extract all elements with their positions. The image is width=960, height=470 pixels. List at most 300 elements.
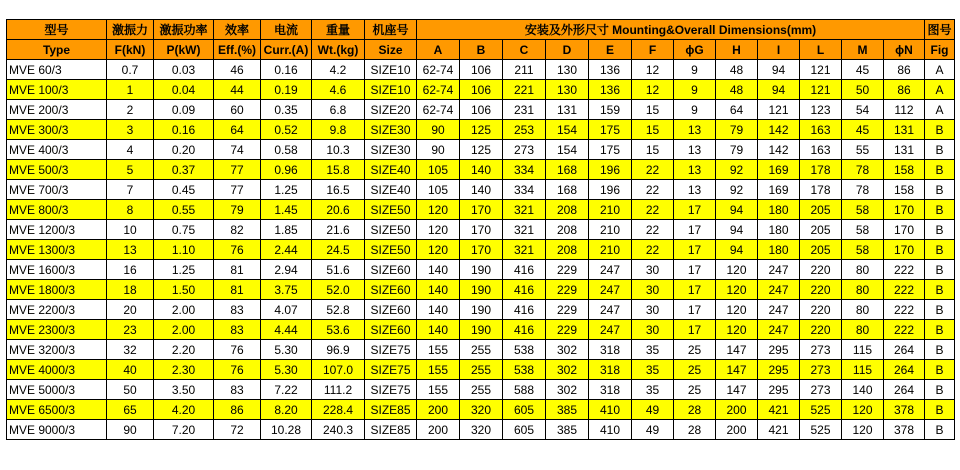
table-cell: B xyxy=(925,280,955,300)
table-header xyxy=(7,20,955,60)
table-cell: 169 xyxy=(758,160,800,180)
table-cell: 1.25 xyxy=(154,260,214,280)
table-cell: 222 xyxy=(884,280,925,300)
table-cell: 221 xyxy=(503,80,546,100)
table-cell: 79 xyxy=(716,120,758,140)
table-cell: 208 xyxy=(546,220,589,240)
table-cell: 50 xyxy=(842,80,884,100)
table-cell: 196 xyxy=(589,160,632,180)
table-cell: 229 xyxy=(546,260,589,280)
table-cell: 140 xyxy=(460,160,503,180)
table-cell: B xyxy=(925,320,955,340)
model-type-cell: MVE 9000/3 xyxy=(7,420,107,440)
table-cell: 17 xyxy=(674,240,716,260)
table-cell: 4.6 xyxy=(312,80,365,100)
table-cell: 78 xyxy=(842,180,884,200)
table-cell: A xyxy=(925,100,955,120)
table-cell: 90 xyxy=(417,140,460,160)
table-cell: 7.20 xyxy=(154,420,214,440)
table-cell: 220 xyxy=(800,320,842,340)
table-cell: B xyxy=(925,360,955,380)
table-cell: 58 xyxy=(842,220,884,240)
table-cell: 247 xyxy=(758,300,800,320)
table-cell: 264 xyxy=(884,360,925,380)
table-cell: B xyxy=(925,120,955,140)
table-cell: 180 xyxy=(758,240,800,260)
header-col: H xyxy=(716,40,758,60)
table-cell: 123 xyxy=(800,100,842,120)
table-cell: 62-74 xyxy=(417,100,460,120)
table-body xyxy=(7,60,955,440)
table-cell: B xyxy=(925,220,955,240)
table-cell: SIZE85 xyxy=(365,420,417,440)
table-cell: SIZE50 xyxy=(365,200,417,220)
table-cell: 170 xyxy=(884,240,925,260)
header-col: L xyxy=(800,40,842,60)
table-cell: 115 xyxy=(842,340,884,360)
table-cell: 120 xyxy=(417,200,460,220)
table-cell: 81 xyxy=(214,260,261,280)
table-cell: 2.94 xyxy=(261,260,312,280)
header-col: Wt.(kg) xyxy=(312,40,365,60)
table-row xyxy=(7,320,955,340)
table-cell: 140 xyxy=(417,300,460,320)
model-type-cell: MVE 5000/3 xyxy=(7,380,107,400)
table-cell: 120 xyxy=(716,260,758,280)
table-cell: 416 xyxy=(503,320,546,340)
table-cell: 105 xyxy=(417,160,460,180)
table-cell: 25 xyxy=(674,340,716,360)
table-cell: 131 xyxy=(884,140,925,160)
table-cell: SIZE30 xyxy=(365,140,417,160)
table-cell: A xyxy=(925,80,955,100)
table-row xyxy=(7,180,955,200)
table-cell: 76 xyxy=(214,340,261,360)
table-cell: 147 xyxy=(716,340,758,360)
table-cell: 9 xyxy=(674,100,716,120)
table-cell: SIZE60 xyxy=(365,320,417,340)
table-cell: 155 xyxy=(417,380,460,400)
table-cell: 60 xyxy=(214,100,261,120)
table-cell: 9 xyxy=(674,60,716,80)
header-col: E xyxy=(589,40,632,60)
table-cell: 318 xyxy=(589,340,632,360)
table-cell: 140 xyxy=(842,380,884,400)
table-cell: 107.0 xyxy=(312,360,365,380)
table-cell: B xyxy=(925,380,955,400)
table-cell: 255 xyxy=(460,340,503,360)
table-cell: 10.3 xyxy=(312,140,365,160)
table-cell: 200 xyxy=(417,400,460,420)
table-cell: 253 xyxy=(503,120,546,140)
table-cell: 200 xyxy=(716,400,758,420)
table-row xyxy=(7,300,955,320)
table-cell: 44 xyxy=(214,80,261,100)
table-cell: 17 xyxy=(674,280,716,300)
table-row xyxy=(7,240,955,260)
model-type-cell: MVE 2200/3 xyxy=(7,300,107,320)
table-cell: 96.9 xyxy=(312,340,365,360)
table-cell: 180 xyxy=(758,200,800,220)
table-cell: 0.09 xyxy=(154,100,214,120)
table-cell: 48 xyxy=(716,60,758,80)
table-cell: 169 xyxy=(758,180,800,200)
table-cell: 81 xyxy=(214,280,261,300)
table-cell: 24.5 xyxy=(312,240,365,260)
table-cell: 125 xyxy=(460,140,503,160)
table-cell: 22 xyxy=(632,240,674,260)
table-cell: SIZE20 xyxy=(365,100,417,120)
table-cell: B xyxy=(925,180,955,200)
table-cell: 62-74 xyxy=(417,60,460,80)
table-cell: SIZE60 xyxy=(365,280,417,300)
header-size-cn: 机座号 xyxy=(365,20,417,40)
table-cell: 45 xyxy=(842,60,884,80)
table-cell: 0.35 xyxy=(261,100,312,120)
table-cell: 120 xyxy=(716,300,758,320)
table-cell: 131 xyxy=(546,100,589,120)
table-cell: 295 xyxy=(758,380,800,400)
table-cell: 131 xyxy=(884,120,925,140)
table-cell: 28 xyxy=(674,400,716,420)
table-cell: 72 xyxy=(214,420,261,440)
table-cell: 155 xyxy=(417,360,460,380)
table-cell: 421 xyxy=(758,420,800,440)
table-cell: 92 xyxy=(716,180,758,200)
table-cell: 13 xyxy=(107,240,154,260)
table-cell: 52.8 xyxy=(312,300,365,320)
table-cell: 155 xyxy=(417,340,460,360)
table-cell: 15.8 xyxy=(312,160,365,180)
table-cell: 147 xyxy=(716,380,758,400)
table-cell: 92 xyxy=(716,160,758,180)
table-cell: 605 xyxy=(503,400,546,420)
table-cell: 106 xyxy=(460,80,503,100)
table-cell: 22 xyxy=(632,180,674,200)
table-cell: 170 xyxy=(460,240,503,260)
table-cell: 247 xyxy=(589,300,632,320)
table-cell: 22 xyxy=(632,160,674,180)
table-cell: 13 xyxy=(674,160,716,180)
table-cell: 588 xyxy=(503,380,546,400)
table-cell: 378 xyxy=(884,420,925,440)
table-cell: 17 xyxy=(674,200,716,220)
table-cell: 416 xyxy=(503,280,546,300)
table-cell: 158 xyxy=(884,180,925,200)
table-cell: 2.00 xyxy=(154,300,214,320)
table-row xyxy=(7,160,955,180)
table-row xyxy=(7,200,955,220)
table-cell: 273 xyxy=(800,360,842,380)
table-cell: SIZE50 xyxy=(365,220,417,240)
table-row xyxy=(7,60,955,80)
table-cell: 2.00 xyxy=(154,320,214,340)
table-row xyxy=(7,340,955,360)
table-cell: 538 xyxy=(503,360,546,380)
table-cell: 86 xyxy=(884,80,925,100)
table-cell: 9 xyxy=(674,80,716,100)
table-cell: 115 xyxy=(842,360,884,380)
table-cell: 4 xyxy=(107,140,154,160)
table-row xyxy=(7,100,955,120)
table-cell: 320 xyxy=(460,400,503,420)
table-row xyxy=(7,120,955,140)
table-row xyxy=(7,380,955,400)
model-type-cell: MVE 1200/3 xyxy=(7,220,107,240)
table-cell: 190 xyxy=(460,260,503,280)
table-cell: 8 xyxy=(107,200,154,220)
table-cell: 273 xyxy=(800,340,842,360)
table-cell: 17 xyxy=(674,300,716,320)
table-cell: SIZE40 xyxy=(365,180,417,200)
table-cell: 15 xyxy=(632,100,674,120)
table-cell: 120 xyxy=(417,240,460,260)
table-cell: 77 xyxy=(214,160,261,180)
table-cell: 229 xyxy=(546,280,589,300)
table-cell: 9.8 xyxy=(312,120,365,140)
table-cell: 22 xyxy=(632,220,674,240)
table-cell: 190 xyxy=(460,280,503,300)
table-cell: 48 xyxy=(716,80,758,100)
table-row xyxy=(7,420,955,440)
table-cell: 25 xyxy=(674,380,716,400)
table-cell: 3.75 xyxy=(261,280,312,300)
table-cell: 30 xyxy=(632,280,674,300)
table-cell: 208 xyxy=(546,200,589,220)
table-cell: 30 xyxy=(632,320,674,340)
table-cell: 228.4 xyxy=(312,400,365,420)
table-cell: 52.0 xyxy=(312,280,365,300)
table-cell: 2.30 xyxy=(154,360,214,380)
table-cell: 80 xyxy=(842,260,884,280)
table-cell: 255 xyxy=(460,360,503,380)
table-cell: B xyxy=(925,300,955,320)
spec-table xyxy=(6,19,955,440)
table-cell: 264 xyxy=(884,340,925,360)
table-cell: 10 xyxy=(107,220,154,240)
table-cell: 8.20 xyxy=(261,400,312,420)
header-row-en xyxy=(7,40,955,60)
model-type-cell: MVE 4000/3 xyxy=(7,360,107,380)
table-cell: 247 xyxy=(758,280,800,300)
table-cell: 222 xyxy=(884,300,925,320)
table-cell: 94 xyxy=(716,240,758,260)
table-cell: 46 xyxy=(214,60,261,80)
table-cell: 121 xyxy=(758,100,800,120)
table-cell: 334 xyxy=(503,180,546,200)
table-row xyxy=(7,140,955,160)
table-cell: 74 xyxy=(214,140,261,160)
table-cell: 1.85 xyxy=(261,220,312,240)
table-cell: B xyxy=(925,400,955,420)
table-cell: 318 xyxy=(589,380,632,400)
table-cell: B xyxy=(925,200,955,220)
table-cell: 190 xyxy=(460,300,503,320)
table-cell: 318 xyxy=(589,360,632,380)
table-cell: 82 xyxy=(214,220,261,240)
model-type-cell: MVE 3200/3 xyxy=(7,340,107,360)
header-col: M xyxy=(842,40,884,60)
header-col: P(kW) xyxy=(154,40,214,60)
table-cell: 538 xyxy=(503,340,546,360)
table-cell: 120 xyxy=(716,280,758,300)
table-cell: 80 xyxy=(842,320,884,340)
model-type-cell: MVE 100/3 xyxy=(7,80,107,100)
header-col: C xyxy=(503,40,546,60)
header-dimensions-title: 安装及外形尺寸 Mounting&Overall Dimensions(mm) xyxy=(417,20,925,40)
table-cell: 295 xyxy=(758,340,800,360)
table-cell: 80 xyxy=(842,280,884,300)
table-cell: 229 xyxy=(546,320,589,340)
table-cell: 170 xyxy=(460,200,503,220)
header-col: Curr.(A) xyxy=(261,40,312,60)
table-cell: 64 xyxy=(214,120,261,140)
table-cell: 58 xyxy=(842,240,884,260)
header-col: Type xyxy=(7,40,107,60)
table-cell: 0.04 xyxy=(154,80,214,100)
header-col: Size xyxy=(365,40,417,60)
table-cell: 416 xyxy=(503,260,546,280)
model-type-cell: MVE 300/3 xyxy=(7,120,107,140)
table-cell: 94 xyxy=(716,220,758,240)
table-cell: 10.28 xyxy=(261,420,312,440)
model-type-cell: MVE 60/3 xyxy=(7,60,107,80)
table-cell: 94 xyxy=(716,200,758,220)
header-weight-cn: 重量 xyxy=(312,20,365,40)
table-cell: SIZE60 xyxy=(365,300,417,320)
table-cell: 7 xyxy=(107,180,154,200)
header-col: ϕN xyxy=(884,40,925,60)
table-cell: 334 xyxy=(503,160,546,180)
table-cell: 178 xyxy=(800,180,842,200)
table-cell: 54 xyxy=(842,100,884,120)
table-cell: 0.75 xyxy=(154,220,214,240)
table-cell: 154 xyxy=(546,140,589,160)
table-cell: 273 xyxy=(503,140,546,160)
table-cell: 142 xyxy=(758,120,800,140)
table-cell: 58 xyxy=(842,200,884,220)
table-cell: 210 xyxy=(589,220,632,240)
table-cell: SIZE85 xyxy=(365,400,417,420)
table-row xyxy=(7,260,955,280)
table-cell: 158 xyxy=(884,160,925,180)
table-cell: 106 xyxy=(460,60,503,80)
table-cell: B xyxy=(925,240,955,260)
table-cell: 90 xyxy=(417,120,460,140)
header-efficiency-cn: 效率 xyxy=(214,20,261,40)
table-cell: 49 xyxy=(632,400,674,420)
table-cell: 220 xyxy=(800,260,842,280)
table-cell: 205 xyxy=(800,240,842,260)
table-cell: 0.58 xyxy=(261,140,312,160)
table-cell: 416 xyxy=(503,300,546,320)
table-cell: 302 xyxy=(546,340,589,360)
table-cell: 15 xyxy=(632,140,674,160)
model-type-cell: MVE 1800/3 xyxy=(7,280,107,300)
table-cell: 17 xyxy=(674,220,716,240)
table-cell: 2.20 xyxy=(154,340,214,360)
header-col: I xyxy=(758,40,800,60)
table-cell: 35 xyxy=(632,360,674,380)
table-cell: B xyxy=(925,160,955,180)
table-cell: 385 xyxy=(546,420,589,440)
table-cell: 64 xyxy=(716,100,758,120)
table-cell: 211 xyxy=(503,60,546,80)
table-cell: 220 xyxy=(800,300,842,320)
table-cell: 0.37 xyxy=(154,160,214,180)
table-cell: 25 xyxy=(674,360,716,380)
table-cell: 21.6 xyxy=(312,220,365,240)
table-cell: 1.10 xyxy=(154,240,214,260)
table-cell: 0.16 xyxy=(154,120,214,140)
table-cell: 5.30 xyxy=(261,360,312,380)
table-cell: 1 xyxy=(107,80,154,100)
table-cell: 105 xyxy=(417,180,460,200)
table-row xyxy=(7,80,955,100)
table-cell: 205 xyxy=(800,220,842,240)
table-cell: 28 xyxy=(674,420,716,440)
table-cell: 264 xyxy=(884,380,925,400)
table-cell: 247 xyxy=(589,320,632,340)
table-cell: 3.50 xyxy=(154,380,214,400)
table-cell: 51.6 xyxy=(312,260,365,280)
table-cell: 385 xyxy=(546,400,589,420)
table-cell: 106 xyxy=(460,100,503,120)
table-cell: 16 xyxy=(107,260,154,280)
table-cell: 140 xyxy=(417,260,460,280)
header-current-cn: 电流 xyxy=(261,20,312,40)
table-cell: 605 xyxy=(503,420,546,440)
table-cell: 111.2 xyxy=(312,380,365,400)
table-cell: 136 xyxy=(589,60,632,80)
table-cell: 190 xyxy=(460,320,503,340)
table-cell: B xyxy=(925,340,955,360)
table-cell: 130 xyxy=(546,60,589,80)
table-cell: 79 xyxy=(214,200,261,220)
table-cell: 13 xyxy=(674,120,716,140)
table-row xyxy=(7,220,955,240)
table-cell: 196 xyxy=(589,180,632,200)
table-cell: 229 xyxy=(546,300,589,320)
model-type-cell: MVE 1600/3 xyxy=(7,260,107,280)
table-cell: 140 xyxy=(417,280,460,300)
table-cell: 0.16 xyxy=(261,60,312,80)
table-cell: 208 xyxy=(546,240,589,260)
table-cell: 0.20 xyxy=(154,140,214,160)
model-type-cell: MVE 1300/3 xyxy=(7,240,107,260)
table-cell: 5 xyxy=(107,160,154,180)
table-cell: 0.96 xyxy=(261,160,312,180)
table-cell: 15 xyxy=(632,120,674,140)
header-col: F(kN) xyxy=(107,40,154,60)
table-cell: 222 xyxy=(884,260,925,280)
table-cell: 7.22 xyxy=(261,380,312,400)
table-cell: SIZE60 xyxy=(365,260,417,280)
table-cell: 210 xyxy=(589,240,632,260)
table-cell: 525 xyxy=(800,400,842,420)
model-type-cell: MVE 800/3 xyxy=(7,200,107,220)
table-cell: 410 xyxy=(589,420,632,440)
table-cell: 35 xyxy=(632,380,674,400)
model-type-cell: MVE 700/3 xyxy=(7,180,107,200)
model-type-cell: MVE 2300/3 xyxy=(7,320,107,340)
table-cell: 170 xyxy=(460,220,503,240)
table-cell: 20.6 xyxy=(312,200,365,220)
table-cell: 125 xyxy=(460,120,503,140)
table-cell: 321 xyxy=(503,200,546,220)
model-type-cell: MVE 400/3 xyxy=(7,140,107,160)
table-cell: 147 xyxy=(716,360,758,380)
